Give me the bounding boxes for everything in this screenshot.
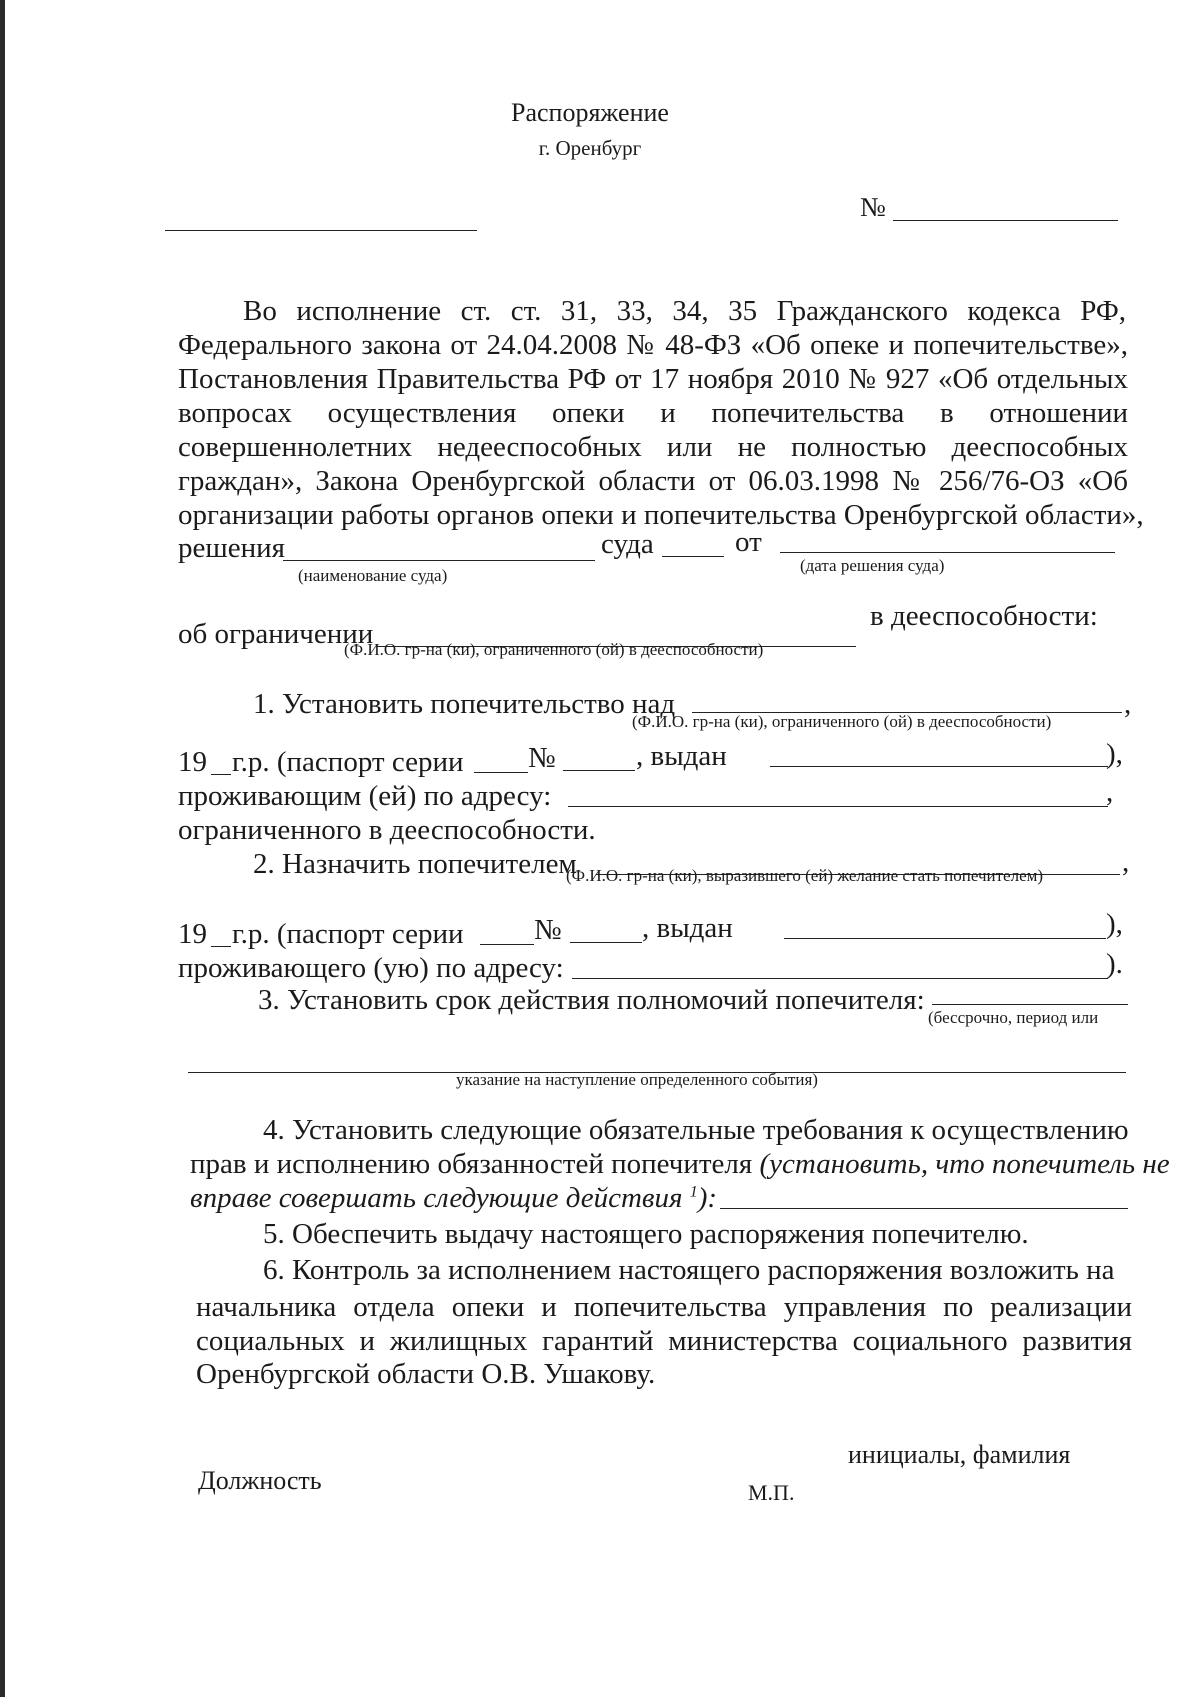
item4-line3-italic: вправе совершать следующие действия (190, 1182, 690, 1214)
item4-line1: 4. Установить следующие обязательные требования к осуществлению (263, 1114, 1129, 1146)
item2-year-suffix: г.р. (паспорт серии (232, 918, 464, 950)
item1-issued-blank (770, 766, 1108, 767)
preamble-line-1: Во исполнение ст. ст. 31, 33, 34, 35 Гражданского кодекса РФ, (243, 295, 1126, 327)
item2-comma: , (1122, 846, 1130, 878)
item4-line2-plain: прав и исполнению обязанностей попечителя (190, 1148, 760, 1180)
item2-series-blank (480, 944, 534, 945)
preamble-line-6: граждан», Закона Оренбургской области от 06.03.1998 № 256/76-ОЗ «Об (178, 465, 1128, 497)
stamp-place: М.П. (748, 1480, 795, 1505)
signature-name: инициалы, фамилия (848, 1440, 1071, 1469)
date-blank-line (165, 230, 477, 231)
preamble-line-5: совершеннолетних недееспособных или не полностью дееспособных (178, 431, 1128, 463)
item1-address-blank (568, 806, 1108, 807)
preamble-line-3: Постановления Правительства РФ от 17 ноября 2010 № 927 «Об отдельных (178, 363, 1128, 395)
decision-date-caption: (дата решения суда) (800, 556, 945, 575)
restriction-prefix: об ограничении (178, 618, 374, 650)
court-word: суда (601, 528, 654, 560)
item5-text: 5. Обеспечить выдачу настоящего распоряжения попечителю. (263, 1218, 1029, 1250)
item2-issued-blank (784, 938, 1106, 939)
item1-limited: ограниченного в дееспособности. (178, 814, 596, 846)
item3-caption-a: (бессрочно, период или (928, 1008, 1099, 1027)
item1-text: 1. Установить попечительство над (253, 688, 676, 720)
item2-issued: , выдан (642, 912, 733, 944)
item2-address-blank (572, 978, 1108, 979)
restriction-caption: (Ф.И.О. гр-на (ки), ограниченного (ой) в дееспособности) (344, 640, 764, 659)
item3-caption-b: указание на наступление определенного события) (456, 1070, 818, 1089)
item4-line2 (190, 1148, 1170, 1181)
document-city: г. Оренбург (538, 136, 642, 160)
item2-number-sign: № (534, 914, 562, 946)
item2-year-blank (211, 946, 231, 947)
preamble-line-4: вопросах осуществления опеки и попечительства в отношении (178, 397, 1128, 429)
item2-address-close: ). (1106, 948, 1123, 980)
item1-year-suffix: г.р. (паспорт серии (232, 746, 464, 778)
item6-line2: начальника отдела опеки и попечительства управления по реализации (196, 1291, 1132, 1323)
number-blank-line (893, 220, 1118, 221)
item1-number-sign: № (528, 742, 556, 774)
item4-actions-blank (720, 1208, 1128, 1209)
item2-caption: (Ф.И.О. гр-на (ки), выразившего (ей) желание стать попечителем) (566, 866, 1044, 885)
item2-birth-year: 19 (178, 918, 207, 950)
item1-year-blank (211, 774, 231, 775)
item1-series-blank (474, 772, 528, 773)
item2-address-label: проживающего (ую) по адресу: (178, 952, 564, 984)
signature-position: Должность (198, 1466, 322, 1495)
item1-caption: (Ф.И.О. гр-на (ки), ограниченного (ой) в дееспособности) (632, 712, 1052, 731)
document-title: Распоряжение (511, 98, 669, 127)
item3-text: 3. Установить срок действия полномочий попечителя: (258, 984, 925, 1016)
footnote-mark: 1 (689, 1183, 698, 1201)
item4-line3 (190, 1182, 717, 1215)
item3-term-blank (932, 1004, 1128, 1005)
from-word: от (735, 526, 762, 558)
item1-address-label: проживающим (ей) по адресу: (178, 780, 552, 812)
item1-number-blank (563, 770, 635, 771)
restriction-suffix: в дееспособности: (870, 600, 1098, 632)
item1-address-comma: , (1106, 776, 1114, 808)
item2-close: ), (1106, 908, 1123, 940)
item6-line4: Оренбургской области О.В. Ушакову. (196, 1358, 656, 1390)
court-name-caption: (наименование суда) (298, 566, 448, 585)
preamble-line-2: Федерального закона от 24.04.2008 № 48-ФЗ «Об опеке и попечительстве», (178, 329, 1128, 361)
item2-number-blank (570, 942, 642, 943)
item1-birth-year: 19 (178, 746, 207, 778)
item6-line3: социальных и жилищных гарантий министерства социального развития (196, 1325, 1132, 1357)
item6-line1: 6. Контроль за исполнением настоящего распоряжения возложить на (263, 1254, 1115, 1286)
item4-line3-close: ): (697, 1182, 718, 1214)
item1-issued: , выдан (636, 740, 727, 772)
item2-text: 2. Назначить попечителем (253, 848, 577, 880)
item1-close: ), (1106, 738, 1123, 770)
item1-comma: , (1124, 688, 1132, 720)
decision-word: решения (178, 532, 285, 564)
number-label: № (860, 192, 886, 222)
preamble-line-7: организации работы органов опеки и попечительства Оренбургской области», (178, 499, 1144, 531)
decision-date-blank (780, 552, 1115, 553)
item4-line2-italic: (установить, что попечитель не (759, 1148, 1170, 1180)
court-name-blank (283, 560, 595, 561)
court-type-blank (662, 556, 724, 557)
